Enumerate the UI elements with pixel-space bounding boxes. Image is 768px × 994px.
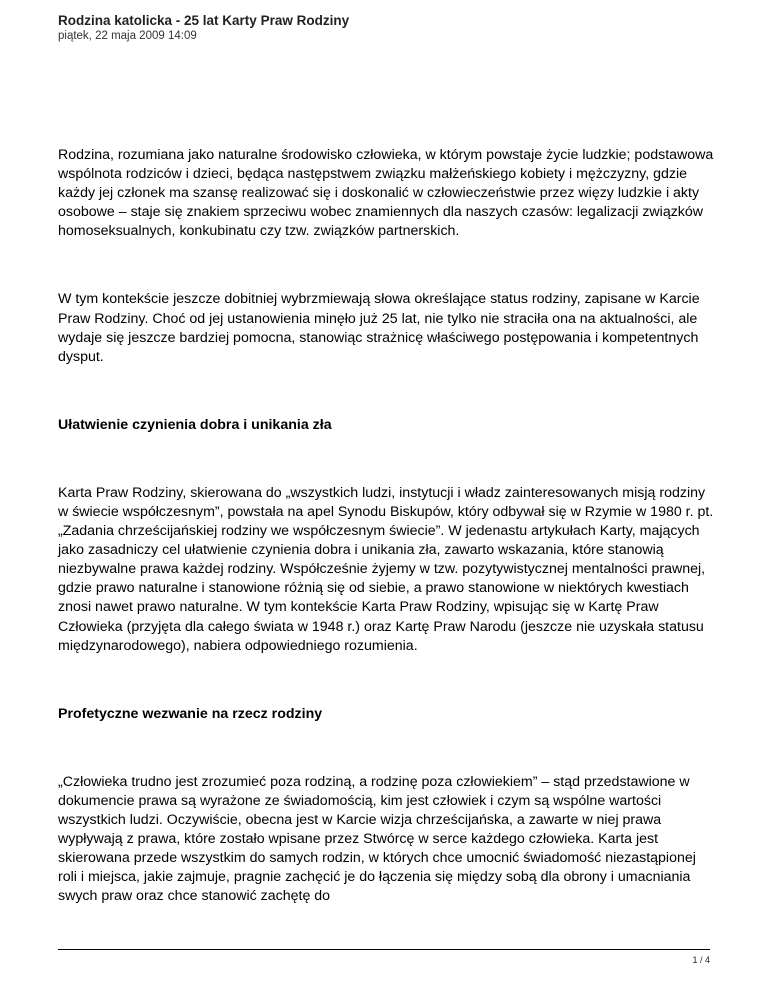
page-header xyxy=(58,12,349,43)
document-title: Rodzina katolicka - 25 lat Karty Praw Rodziny xyxy=(58,13,350,28)
paragraph: „Człowieka trudno jest zrozumieć poza rodziną, a rodzinę poza człowiekiem” – stąd przedstawione w dokumencie prawa są wyrażone ze świadomością, kim jest człowiek i czym są wspólne wartości wszystkich ludzi. Oczywiście, obecna jest w Karcie wizja chrześcijańska, a zawarte w niej prawa wypływają z prawa, które zostało wpisane przez Stwórcę w serce każdego człowieka. Karta jest skierowana przede wszystkim do samych rodzin, w których chce umocnić świadomość niezastąpionej roli i miejsca, jakie zajmuje, pragnie zachęcić je do łączenia się między sobą dla obrony i umacniania swych praw oraz chce stanowić zachętę do xyxy=(58,773,696,905)
section-heading: Profetyczne wezwanie na rzecz rodziny xyxy=(58,705,323,722)
paragraph: Karta Praw Rodziny, skierowana do „wszystkich ludzi, instytucji i władz zainteresowanych misją rodziny w świecie współczesnym”, powstała na apel Synodu Biskupów, który odbywał się w Rzymie w 1980 r. pt. „Zadania chrześcijańskiej rodziny we współczesnym świecie”. W jedenastu artykułach Karty, mających jako zasadniczy cel ułatwienie czynienia dobra i unikania zła, zawarto wskazania, które stanowią niezbywalne prawa każdej rodziny. Współcześnie żyjemy w tzw. pozytywistycznej mentalności prawnej, gdzie prawo naturalne i stanowione różnią się od siebie, a prawo stanowione w niektórych kwestiach znosi nawet prawo naturalne. W tym kontekście Karta Praw Rodziny, wpisując się w Kartę Praw Człowieka (przyjęta dla całego świata w 1948 r.) oraz Kartę Praw Narodu (jeszcze nie uzyskała statusu międzynarodowego), nabiera odpowiedniego rozumienia. xyxy=(58,484,714,654)
page-number: 1 / 4 xyxy=(692,955,710,965)
paragraph: Rodzina, rozumiana jako naturalne środowisko człowieka, w którym powstaje życie ludzkie; podstawowa wspólnota rodziców i dzieci, będąca następstwem związku małżeńskiego kobiety i mężczyzny, gdzie każdy jej członek ma szansę realizować się i doskonalić w człowieczeństwie przez więzy ludzkie i akty osobowe – staje się znakiem sprzeciwu wobec znamiennych dla naszych czasów: legalizacji związków homoseksualnych, konkubinatu czy tzw. związków partnerskich. xyxy=(58,147,714,240)
footer-divider xyxy=(58,949,710,950)
paragraph: W tym kontekście jeszcze dobitniej wybrzmiewają słowa określające status rodziny, zapisane w Karcie Praw Rodziny. Choć od jej ustanowienia minęło już 25 lat, nie tylko nie straciła ona na aktualności, ale wydaje się jeszcze bardziej pomocna, stanowiąc strażnicę właściwego postępowania i kompetentnych dysput. xyxy=(58,291,700,365)
section-heading: Ułatwienie czynienia dobra i unikania zła xyxy=(58,416,332,433)
article-body xyxy=(58,146,718,906)
document-date: piątek, 22 maja 2009 14:09 xyxy=(58,30,197,42)
